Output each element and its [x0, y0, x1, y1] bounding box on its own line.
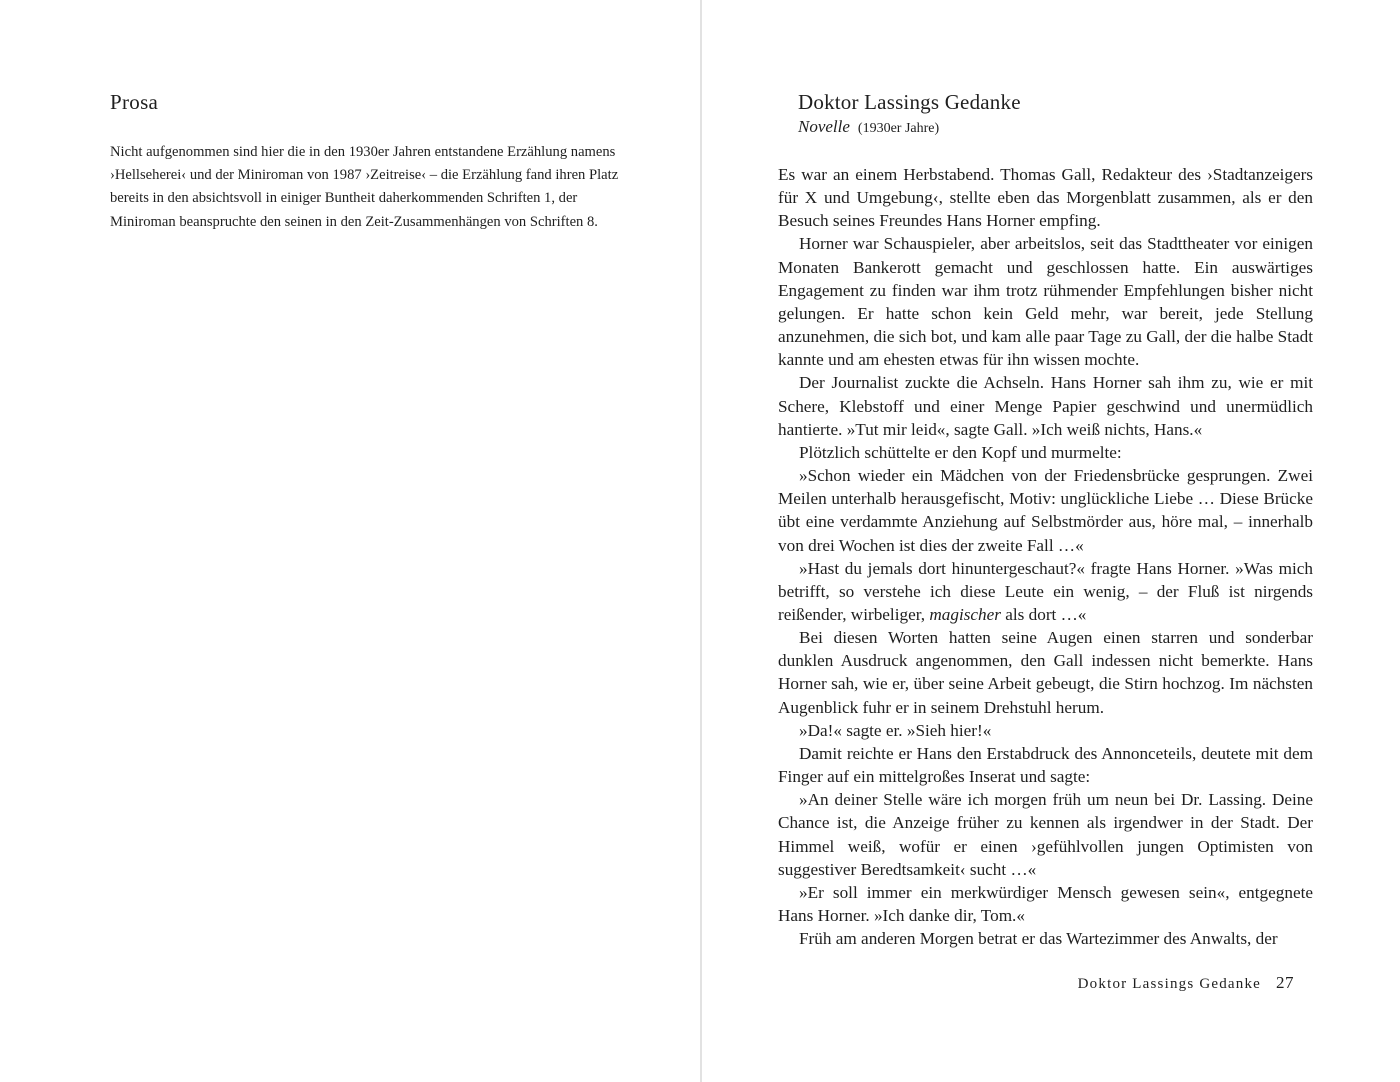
paragraph: Es war an einem Herbstabend. Thomas Gall, Redakteur des ›Stadtanzeigers für X und Umgebung‹, stellte eben das Morgenblatt zusammen, als er den Besuch seines Freundes Hans Horner empfing.	[778, 165, 1313, 231]
paragraph: »Schon wieder ein Mädchen von der Friedensbrücke gesprungen. Zwei Meilen unterhalb herausgefischt, Motiv: unglückliche Liebe … Diese Brücke übt eine verdammte Anziehung auf Selbstmörder aus, höre mal, – innerhalb von drei Wochen ist dies der zweite Fall …«	[778, 466, 1313, 555]
running-head: Doktor Lassings Gedanke	[1077, 976, 1262, 992]
story-date: (1930er Jahre)	[857, 121, 940, 136]
story-genre: Novelle	[798, 117, 850, 136]
italic-word: magischer	[929, 604, 1001, 624]
story-title: Doktor Lassings Gedanke	[798, 90, 1021, 114]
editorial-note: Nicht aufgenommen sind hier die in den 1930er Jahren entstandene Erzählung namens ›Hellseherei‹ und der Miniroman von 1987 ›Zeitreise‹ – die Erzählung fand ihren Platz bereits in den absichtsvoll in einiger Buntheit daherkommenden Schriften 1, der Miniroman beanspruchte den seinen in den Zeit-Zusammenhängen von Schriften 8.	[110, 144, 619, 230]
paragraph: Der Journalist zuckte die Achseln. Hans Horner sah ihm zu, wie er mit Schere, Klebstoff und einer Menge Papier geschwind und unermüdlich hantierte. »Tut mir leid«, sagte Gall. »Ich weiß nichts, Hans.«	[778, 373, 1313, 439]
paragraph: Damit reichte er Hans den Erstabdruck des Annonceteils, deutete mit dem Finger auf ein mittelgroßes Inserat und sagte:	[778, 743, 1313, 787]
page-number: 27	[1276, 973, 1294, 992]
paragraph: »Da!« sagte er. »Sieh hier!«	[799, 720, 992, 740]
story-text	[778, 163, 1313, 950]
paragraph	[778, 557, 1313, 626]
section-heading: Prosa	[110, 90, 159, 114]
paragraph: Früh am anderen Morgen betrat er das Wartezimmer des Anwalts, der	[799, 929, 1278, 949]
paragraph: »Er soll immer ein merkwürdiger Mensch gewesen sein«, entgegnete Hans Horner. »Ich danke dir, Tom.«	[778, 882, 1313, 925]
story-subtitle	[798, 117, 939, 137]
paragraph: Bei diesen Worten hatten seine Augen einen starren und sonderbar dunklen Ausdruck angenommen, den Gall indessen nicht bemerkte. Hans Horner sah, wie er, über seine Arbeit gebeugt, die Stirn hochzog. Im nächsten Augenblick fuhr er in seinem Drehstuhl herum.	[778, 628, 1313, 717]
paragraph: Plötzlich schüttelte er den Kopf und murmelte:	[799, 442, 1122, 462]
paragraph: Horner war Schauspieler, aber arbeitslos, seit das Stadttheater vor einigen Monaten Bankerott gemacht und geschlossen hatte. Ein auswärtiges Engagement zu finden war ihm trotz rühmender Empfehlungen bisher nicht gelungen. Er hatte schon kein Geld mehr, war bereit, jede Stellung anzunehmen, die sich bot, und kam alle paar Tage zu Gall, der die halbe Stadt kannte und am ehesten etwas für ihn wissen mochte.	[778, 234, 1313, 370]
paragraph-text: »Hast du jemals dort hinuntergeschaut?« fragte Hans Horner. »Was mich betrifft, so verstehe ich diese Leute ein wenig, – der Fluß ist nirgends reißender, wirbeliger,	[778, 558, 1313, 624]
paragraph: »An deiner Stelle wäre ich morgen früh um neun bei Dr. Lassing. Deine Chance ist, die Anzeige früher zu kennen als irgendwer in der Stadt. Der Himmel weiß, wofür er einen ›gefühlvollen jungen Optimisten von suggestiver Beredtsamkeit‹ sucht …«	[778, 790, 1313, 879]
paragraph-text: als dort …«	[1005, 604, 1087, 624]
page-footer	[1068, 973, 1294, 993]
right-page	[702, 0, 1400, 1082]
